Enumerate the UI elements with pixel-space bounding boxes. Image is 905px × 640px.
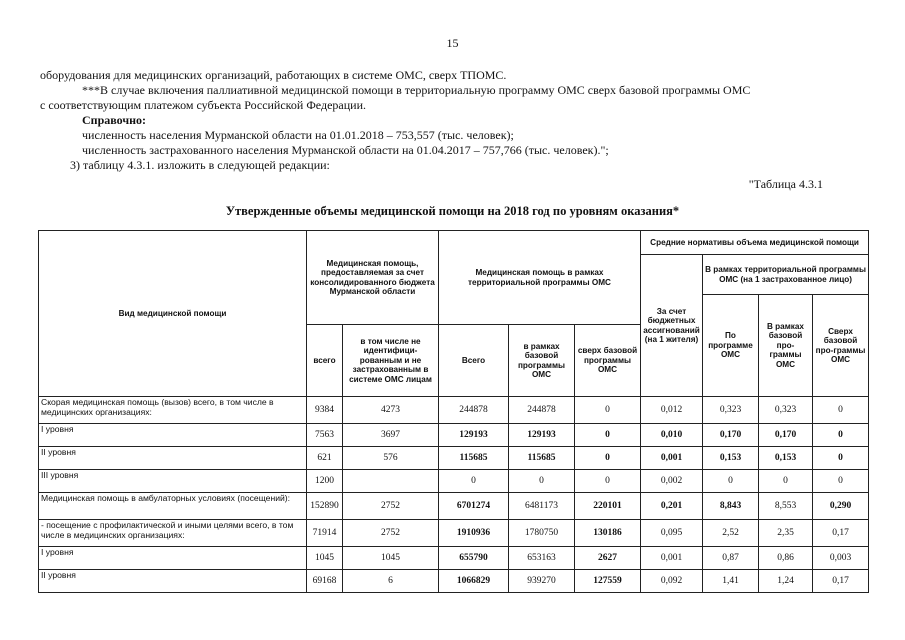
row-label: I уровня <box>39 424 307 447</box>
page-number: 15 <box>446 36 459 50</box>
header-norm-above: Сверх базовой про-граммы ОМС <box>813 295 869 397</box>
insured-population-text: численность застрахованного населения Мурманской области на 01.04.2017 – 757,766 (тыс. человек)."; <box>82 143 609 157</box>
row-label: III уровня <box>39 470 307 493</box>
cell-terr-total: 115685 <box>439 447 509 470</box>
cell-norm-base: 0,86 <box>759 547 813 570</box>
cell-terr-base: 115685 <box>509 447 575 470</box>
cell-norm-program: 2,52 <box>703 520 759 547</box>
header-total-upper: Всего <box>439 325 509 397</box>
cell-terr-base: 6481173 <box>509 493 575 520</box>
cell-cons-total: 1045 <box>307 547 343 570</box>
cell-norm-budget: 0,095 <box>641 520 703 547</box>
cell-norm-program: 0,153 <box>703 447 759 470</box>
cell-terr-total: 6701274 <box>439 493 509 520</box>
cell-norm-budget: 0,012 <box>641 397 703 424</box>
header-above-base: сверх базовой программы ОМС <box>575 325 641 397</box>
header-norm-base: В рамках базовой про-граммы ОМС <box>759 295 813 397</box>
cell-norm-budget: 0,201 <box>641 493 703 520</box>
row-label: II уровня <box>39 447 307 470</box>
cell-terr-above: 0 <box>575 424 641 447</box>
cell-terr-above: 0 <box>575 397 641 424</box>
cell-norm-base: 1,24 <box>759 570 813 593</box>
cell-norm-base: 0,170 <box>759 424 813 447</box>
row-label: Медицинская помощь в амбулаторных условиях (посещений): <box>39 493 307 520</box>
cell-terr-total: 1066829 <box>439 570 509 593</box>
reference-heading: Справочно: <box>82 113 147 127</box>
header-kind: Вид медицинской помощи <box>39 231 307 397</box>
table-row <box>39 570 869 593</box>
item-3-text: 3) таблицу 4.3.1. изложить в следующей редакции: <box>70 158 330 172</box>
cell-terr-total: 1910936 <box>439 520 509 547</box>
table-row <box>39 397 869 424</box>
cell-norm-base: 0 <box>759 470 813 493</box>
cell-terr-base: 653163 <box>509 547 575 570</box>
cell-norm-program: 0,87 <box>703 547 759 570</box>
paragraph-line-3: с соответствующим платежом субъекта Российской Федерации. <box>40 98 366 112</box>
cell-norm-budget: 0,001 <box>641 447 703 470</box>
cell-terr-base: 939270 <box>509 570 575 593</box>
cell-terr-above: 2627 <box>575 547 641 570</box>
cell-cons-unid: 2752 <box>343 493 439 520</box>
header-budget: За счет бюджетных ассигнований (на 1 жителя) <box>641 255 703 397</box>
cell-cons-total: 7563 <box>307 424 343 447</box>
cell-norm-base: 2,35 <box>759 520 813 547</box>
cell-terr-total: 0 <box>439 470 509 493</box>
cell-terr-above: 0 <box>575 447 641 470</box>
cell-norm-above: 0 <box>813 447 869 470</box>
cell-cons-unid <box>343 470 439 493</box>
cell-cons-unid: 6 <box>343 570 439 593</box>
cell-norm-base: 0,153 <box>759 447 813 470</box>
population-text: численность населения Мурманской области на 01.01.2018 – 753,557 (тыс. человек); <box>82 128 514 142</box>
row-label: II уровня <box>39 570 307 593</box>
paragraph-line-1: оборудования для медицинских организаций, работающих в системе ОМС, сверх ТПОМС. <box>40 68 507 82</box>
cell-terr-above: 127559 <box>575 570 641 593</box>
cell-norm-program: 0 <box>703 470 759 493</box>
table-row <box>39 447 869 470</box>
cell-norm-above: 0 <box>813 397 869 424</box>
cell-terr-total: 655790 <box>439 547 509 570</box>
table-row <box>39 520 869 547</box>
volumes-table <box>38 230 869 593</box>
cell-norm-above: 0,17 <box>813 520 869 547</box>
cell-norm-budget: 0,010 <box>641 424 703 447</box>
table-row <box>39 424 869 447</box>
cell-cons-total: 152890 <box>307 493 343 520</box>
table-label: "Таблица 4.3.1 <box>748 177 823 191</box>
table-row <box>39 547 869 570</box>
table-row <box>39 493 869 520</box>
cell-terr-above: 130186 <box>575 520 641 547</box>
cell-norm-base: 0,323 <box>759 397 813 424</box>
cell-cons-total: 1200 <box>307 470 343 493</box>
header-base-program: в рамках базовой программы ОМС <box>509 325 575 397</box>
cell-terr-base: 1780750 <box>509 520 575 547</box>
cell-norm-program: 0,170 <box>703 424 759 447</box>
cell-cons-unid: 576 <box>343 447 439 470</box>
cell-norm-base: 8,553 <box>759 493 813 520</box>
cell-cons-unid: 4273 <box>343 397 439 424</box>
cell-norm-above: 0,290 <box>813 493 869 520</box>
cell-terr-total: 244878 <box>439 397 509 424</box>
header-norms: Средние нормативы объема медицинской помощи <box>641 231 869 255</box>
cell-norm-budget: 0,002 <box>641 470 703 493</box>
cell-norm-above: 0,003 <box>813 547 869 570</box>
row-label: I уровня <box>39 547 307 570</box>
header-by-program: По программе ОМС <box>703 295 759 397</box>
header-territorial: Медицинская помощь в рамках территориальной программы ОМС <box>439 231 641 325</box>
cell-cons-unid: 3697 <box>343 424 439 447</box>
cell-cons-total: 69168 <box>307 570 343 593</box>
cell-terr-base: 129193 <box>509 424 575 447</box>
cell-terr-above: 0 <box>575 470 641 493</box>
cell-cons-unid: 1045 <box>343 547 439 570</box>
cell-terr-total: 129193 <box>439 424 509 447</box>
cell-norm-program: 0,323 <box>703 397 759 424</box>
cell-cons-total: 9384 <box>307 397 343 424</box>
cell-cons-total: 621 <box>307 447 343 470</box>
cell-terr-base: 0 <box>509 470 575 493</box>
header-consolidated: Медицинская помощь, предоставляемая за счет консолидированного бюджета Мурманской области <box>307 231 439 325</box>
table-row <box>39 470 869 493</box>
row-label: Скорая медицинская помощь (вызов) всего, в том числе в медицинских организациях: <box>39 397 307 424</box>
row-label: - посещение с профилактической и иными целями всего, в том числе в медицинских организациях: <box>39 520 307 547</box>
header-total-lower: всего <box>307 325 343 397</box>
cell-norm-above: 0 <box>813 470 869 493</box>
paragraph-footnote-palliative: ***В случае включения паллиативной медицинской помощи в территориальную программу ОМС сверх базовой программы ОМС <box>82 83 751 97</box>
cell-cons-total: 71914 <box>307 520 343 547</box>
table-title: Утвержденные объемы медицинской помощи на 2018 год по уровням оказания* <box>225 204 680 218</box>
cell-terr-above: 220101 <box>575 493 641 520</box>
cell-norm-budget: 0,092 <box>641 570 703 593</box>
cell-norm-program: 1,41 <box>703 570 759 593</box>
header-unidentified: в том числе не идентифици-рованным и не застрахованным в системе ОМС лицам <box>343 325 439 397</box>
cell-norm-above: 0,17 <box>813 570 869 593</box>
cell-terr-base: 244878 <box>509 397 575 424</box>
cell-cons-unid: 2752 <box>343 520 439 547</box>
cell-norm-above: 0 <box>813 424 869 447</box>
cell-norm-program: 8,843 <box>703 493 759 520</box>
cell-norm-budget: 0,001 <box>641 547 703 570</box>
header-within-territorial: В рамках территориальной программы ОМС (на 1 застрахованное лицо) <box>703 255 869 295</box>
